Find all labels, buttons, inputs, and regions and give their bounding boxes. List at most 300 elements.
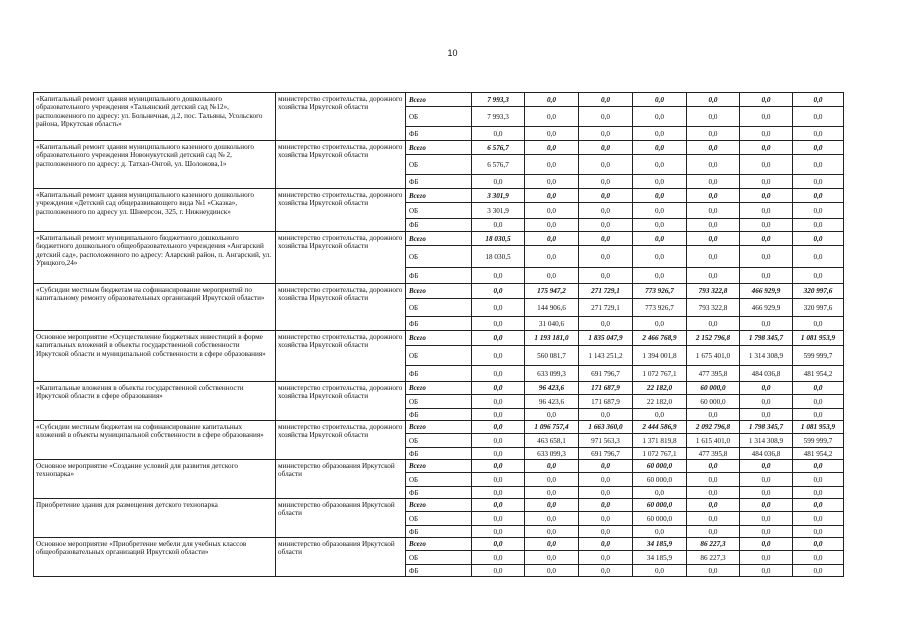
funding-source-cell: Всего	[406, 284, 472, 299]
amount-cell: 0,0	[687, 232, 740, 246]
amount-cell: 793 322,8	[687, 284, 740, 299]
amount-cell: 0,0	[579, 473, 633, 487]
amount-cell: 560 081,7	[525, 346, 579, 366]
amount-cell: 0,0	[793, 189, 844, 203]
amount-cell: 484 036,8	[740, 366, 793, 382]
funding-source-cell: ФБ	[406, 366, 472, 382]
amount-cell: 0,0	[793, 155, 844, 175]
amount-cell: 0,0	[579, 512, 633, 526]
amount-cell: 2 152 796,8	[687, 331, 740, 346]
amount-cell: 31 040,6	[525, 317, 579, 331]
amount-cell: 0,0	[633, 232, 687, 246]
amount-cell: 0,0	[740, 526, 793, 538]
amount-cell: 599 999,7	[793, 346, 844, 366]
amount-cell: 0,0	[687, 409, 740, 421]
amount-cell: 0,0	[687, 107, 740, 127]
amount-cell: 0,0	[793, 512, 844, 526]
measure-name-cell: «Капитальный ремонт здания муниципального дошкольного образовательного учреждения «Тальянский детский сад №12», расположенного по адресу: ул. Больничная, д.2, пос. Тальяны, Усольского района, Иркутская область»	[34, 93, 276, 141]
amount-cell: 0,0	[740, 487, 793, 499]
amount-cell: 0,0	[525, 246, 579, 268]
measure-name-cell: «Субсидии местным бюджетам на софинансирование мероприятий по капитальному ремонту образовательных организаций Иркутской области»	[34, 284, 276, 331]
amount-cell: 22 182,0	[633, 395, 687, 409]
funding-source-cell: Всего	[406, 331, 472, 346]
amount-cell: 0,0	[633, 246, 687, 268]
amount-cell: 0,0	[687, 189, 740, 203]
responsible-executor-cell: министерство строительства, дорожного хозяйства Иркутской области	[276, 284, 406, 331]
amount-cell: 60 000,0	[633, 460, 687, 473]
amount-cell: 0,0	[525, 155, 579, 175]
amount-cell: 0,0	[687, 155, 740, 175]
amount-cell: 0,0	[793, 487, 844, 499]
amount-cell: 0,0	[472, 460, 525, 473]
amount-cell: 0,0	[687, 565, 740, 577]
amount-cell: 0,0	[579, 107, 633, 127]
responsible-executor-cell: министерство строительства, дорожного хозяйства Иркутской области	[276, 382, 406, 421]
amount-cell: 0,0	[472, 366, 525, 382]
amount-cell: 18 030,5	[472, 232, 525, 246]
amount-cell: 0,0	[472, 331, 525, 346]
amount-cell: 0,0	[525, 460, 579, 473]
amount-cell: 0,0	[525, 127, 579, 141]
amount-cell: 0,0	[633, 189, 687, 203]
amount-cell: 0,0	[579, 155, 633, 175]
budget-table-body	[34, 93, 844, 577]
amount-cell: 0,0	[525, 232, 579, 246]
amount-cell: 0,0	[472, 284, 525, 299]
funding-source-cell: ОБ	[406, 203, 472, 219]
amount-cell: 633 099,3	[525, 366, 579, 382]
amount-cell: 691 796,7	[579, 448, 633, 460]
amount-cell: 0,0	[472, 565, 525, 577]
amount-cell: 2 466 768,9	[633, 331, 687, 346]
table-row	[34, 499, 844, 512]
amount-cell: 171 687,9	[579, 382, 633, 395]
amount-cell: 0,0	[793, 460, 844, 473]
funding-source-cell: ФБ	[406, 219, 472, 232]
amount-cell: 0,0	[633, 487, 687, 499]
amount-cell: 271 729,1	[579, 284, 633, 299]
responsible-executor-cell: министерство образования Иркутской области	[276, 499, 406, 538]
amount-cell: 0,0	[687, 93, 740, 107]
amount-cell: 0,0	[740, 155, 793, 175]
amount-cell: 0,0	[687, 473, 740, 487]
amount-cell: 0,0	[633, 268, 687, 284]
amount-cell: 0,0	[579, 203, 633, 219]
amount-cell: 0,0	[525, 203, 579, 219]
amount-cell: 0,0	[472, 346, 525, 366]
amount-cell: 0,0	[525, 473, 579, 487]
amount-cell: 0,0	[633, 317, 687, 331]
table-row	[34, 331, 844, 346]
amount-cell: 0,0	[740, 565, 793, 577]
funding-source-cell: ОБ	[406, 551, 472, 565]
amount-cell: 0,0	[579, 409, 633, 421]
amount-cell: 0,0	[525, 538, 579, 551]
amount-cell: 1 371 819,8	[633, 434, 687, 448]
measure-name-cell: Основное мероприятие «Создание условий для развития детского технопарка»	[34, 460, 276, 499]
amount-cell: 1 663 360,0	[579, 421, 633, 434]
amount-cell: 0,0	[793, 382, 844, 395]
funding-source-cell: ФБ	[406, 268, 472, 284]
amount-cell: 96 423,6	[525, 382, 579, 395]
amount-cell: 1 096 757,4	[525, 421, 579, 434]
measure-name-cell: Основное мероприятие «Приобретение мебели для учебных классов общеобразовательных организаций Иркутской области»	[34, 538, 276, 577]
amount-cell: 0,0	[740, 203, 793, 219]
funding-source-cell: Всего	[406, 141, 472, 155]
funding-source-cell: Всего	[406, 499, 472, 512]
amount-cell: 0,0	[472, 395, 525, 409]
amount-cell: 0,0	[579, 219, 633, 232]
amount-cell: 1 193 181,0	[525, 331, 579, 346]
amount-cell: 0,0	[579, 175, 633, 189]
amount-cell: 0,0	[525, 565, 579, 577]
amount-cell: 481 954,2	[793, 448, 844, 460]
table-row	[34, 141, 844, 155]
amount-cell: 0,0	[687, 127, 740, 141]
amount-cell: 466 929,9	[740, 299, 793, 317]
page-number: 10	[447, 48, 458, 58]
amount-cell: 1 835 047,9	[579, 331, 633, 346]
amount-cell: 793 322,8	[687, 299, 740, 317]
amount-cell: 0,0	[525, 93, 579, 107]
amount-cell: 0,0	[687, 499, 740, 512]
amount-cell: 60 000,0	[687, 395, 740, 409]
amount-cell: 0,0	[472, 219, 525, 232]
amount-cell: 0,0	[579, 526, 633, 538]
funding-source-cell: ФБ	[406, 565, 472, 577]
measure-name-cell: Основное мероприятие «Осуществление бюджетных инвестиций в форме капитальных вложений в объекты государственной собственности Иркутской области и муниципальной собственности в сфере образования»	[34, 331, 276, 382]
amount-cell: 1 615 401,0	[687, 434, 740, 448]
funding-source-cell: ОБ	[406, 434, 472, 448]
amount-cell: 0,0	[740, 268, 793, 284]
amount-cell: 60 000,0	[687, 382, 740, 395]
amount-cell: 0,0	[472, 538, 525, 551]
responsible-executor-cell: министерство образования Иркутской области	[276, 460, 406, 499]
amount-cell: 0,0	[793, 107, 844, 127]
amount-cell: 0,0	[525, 551, 579, 565]
amount-cell: 0,0	[579, 317, 633, 331]
funding-source-cell: Всего	[406, 382, 472, 395]
amount-cell: 0,0	[793, 232, 844, 246]
amount-cell: 271 729,1	[579, 299, 633, 317]
amount-cell: 0,0	[633, 93, 687, 107]
funding-source-cell: ОБ	[406, 346, 472, 366]
funding-source-cell: ФБ	[406, 487, 472, 499]
measure-name-cell: «Капитальный ремонт муниципального бюджетного дошкольного бюджетного дошкольного общеобразовательного учреждения «Ангарский детский сад», расположенного по адресу: Аларский район, п. Ангарский, ул. Урицкого,24»	[34, 232, 276, 284]
amount-cell: 0,0	[525, 526, 579, 538]
amount-cell: 0,0	[633, 565, 687, 577]
amount-cell: 0,0	[740, 409, 793, 421]
amount-cell: 0,0	[633, 203, 687, 219]
responsible-executor-cell: министерство строительства, дорожного хозяйства Иркутской области	[276, 232, 406, 284]
amount-cell: 1 072 767,1	[633, 448, 687, 460]
funding-source-cell: ОБ	[406, 512, 472, 526]
amount-cell: 0,0	[472, 448, 525, 460]
amount-cell: 0,0	[579, 141, 633, 155]
funding-source-cell: ФБ	[406, 448, 472, 460]
amount-cell: 0,0	[740, 232, 793, 246]
funding-source-cell: ФБ	[406, 127, 472, 141]
amount-cell: 691 796,7	[579, 366, 633, 382]
amount-cell: 1 314 308,9	[740, 346, 793, 366]
amount-cell: 60 000,0	[633, 473, 687, 487]
amount-cell: 0,0	[740, 538, 793, 551]
amount-cell: 0,0	[793, 268, 844, 284]
funding-source-cell: ОБ	[406, 473, 472, 487]
amount-cell: 0,0	[525, 499, 579, 512]
amount-cell: 463 658,1	[525, 434, 579, 448]
amount-cell: 0,0	[687, 219, 740, 232]
amount-cell: 0,0	[472, 487, 525, 499]
amount-cell: 0,0	[579, 538, 633, 551]
amount-cell: 0,0	[793, 538, 844, 551]
amount-cell: 477 395,8	[687, 366, 740, 382]
funding-source-cell: Всего	[406, 460, 472, 473]
amount-cell: 0,0	[579, 487, 633, 499]
amount-cell: 599 999,7	[793, 434, 844, 448]
amount-cell: 0,0	[525, 219, 579, 232]
amount-cell: 0,0	[740, 246, 793, 268]
amount-cell: 18 030,5	[472, 246, 525, 268]
amount-cell: 0,0	[740, 127, 793, 141]
amount-cell: 0,0	[687, 141, 740, 155]
amount-cell: 6 576,7	[472, 155, 525, 175]
amount-cell: 0,0	[525, 107, 579, 127]
amount-cell: 0,0	[525, 487, 579, 499]
amount-cell: 22 182,0	[633, 382, 687, 395]
amount-cell: 0,0	[793, 317, 844, 331]
amount-cell: 0,0	[579, 246, 633, 268]
amount-cell: 0,0	[740, 317, 793, 331]
funding-source-cell: ОБ	[406, 246, 472, 268]
amount-cell: 1 394 001,8	[633, 346, 687, 366]
amount-cell: 0,0	[525, 512, 579, 526]
amount-cell: 0,0	[687, 317, 740, 331]
amount-cell: 0,0	[633, 219, 687, 232]
amount-cell: 0,0	[740, 473, 793, 487]
amount-cell: 1 081 953,9	[793, 421, 844, 434]
amount-cell: 0,0	[793, 175, 844, 189]
funding-source-cell: ОБ	[406, 155, 472, 175]
amount-cell: 0,0	[579, 93, 633, 107]
amount-cell: 0,0	[687, 512, 740, 526]
funding-source-cell: ОБ	[406, 299, 472, 317]
table-row	[34, 284, 844, 299]
funding-source-cell: ФБ	[406, 526, 472, 538]
amount-cell: 0,0	[687, 175, 740, 189]
amount-cell: 0,0	[793, 551, 844, 565]
amount-cell: 0,0	[633, 107, 687, 127]
amount-cell: 0,0	[472, 551, 525, 565]
amount-cell: 6 576,7	[472, 141, 525, 155]
amount-cell: 0,0	[525, 268, 579, 284]
amount-cell: 320 997,6	[793, 284, 844, 299]
amount-cell: 0,0	[740, 551, 793, 565]
amount-cell: 0,0	[525, 141, 579, 155]
amount-cell: 477 395,8	[687, 448, 740, 460]
amount-cell: 144 906,6	[525, 299, 579, 317]
amount-cell: 0,0	[579, 499, 633, 512]
amount-cell: 0,0	[472, 382, 525, 395]
amount-cell: 1 072 767,1	[633, 366, 687, 382]
amount-cell: 0,0	[525, 189, 579, 203]
funding-source-cell: ФБ	[406, 409, 472, 421]
amount-cell: 1 143 251,2	[579, 346, 633, 366]
amount-cell: 175 947,2	[525, 284, 579, 299]
amount-cell: 773 926,7	[633, 284, 687, 299]
amount-cell: 773 926,7	[633, 299, 687, 317]
measure-name-cell: Приобретение здания для размещения детского технопарка	[34, 499, 276, 538]
amount-cell: 0,0	[740, 175, 793, 189]
amount-cell: 1 798 345,7	[740, 331, 793, 346]
funding-source-cell: Всего	[406, 232, 472, 246]
amount-cell: 0,0	[579, 189, 633, 203]
amount-cell: 0,0	[740, 141, 793, 155]
amount-cell: 0,0	[687, 268, 740, 284]
amount-cell: 0,0	[472, 175, 525, 189]
amount-cell: 320 997,6	[793, 299, 844, 317]
table-row	[34, 538, 844, 551]
amount-cell: 2 092 796,8	[687, 421, 740, 434]
amount-cell: 0,0	[740, 512, 793, 526]
amount-cell: 0,0	[740, 382, 793, 395]
amount-cell: 466 929,9	[740, 284, 793, 299]
table-row	[34, 460, 844, 473]
amount-cell: 0,0	[579, 232, 633, 246]
amount-cell: 96 423,6	[525, 395, 579, 409]
amount-cell: 0,0	[687, 246, 740, 268]
funding-source-cell: Всего	[406, 538, 472, 551]
responsible-executor-cell: министерство строительства, дорожного хозяйства Иркутской области	[276, 189, 406, 232]
amount-cell: 7 993,3	[472, 107, 525, 127]
amount-cell: 0,0	[793, 409, 844, 421]
amount-cell: 0,0	[472, 434, 525, 448]
amount-cell: 0,0	[579, 565, 633, 577]
measure-name-cell: «Капитальный ремонт здания муниципального казенного дошкольного образовательного учреждения Новонукутский детский сад № 2, расположенного по адресу: д. Татхал-Онгой, ул. Шоложова,1»	[34, 141, 276, 189]
amount-cell: 0,0	[793, 565, 844, 577]
table-row	[34, 421, 844, 434]
amount-cell: 0,0	[633, 526, 687, 538]
amount-cell: 3 301,9	[472, 203, 525, 219]
amount-cell: 0,0	[633, 127, 687, 141]
amount-cell: 0,0	[740, 93, 793, 107]
responsible-executor-cell: министерство строительства, дорожного хозяйства Иркутской области	[276, 141, 406, 189]
amount-cell: 0,0	[525, 175, 579, 189]
amount-cell: 0,0	[793, 395, 844, 409]
amount-cell: 34 185,9	[633, 538, 687, 551]
amount-cell: 0,0	[740, 460, 793, 473]
amount-cell: 0,0	[633, 409, 687, 421]
funding-source-cell: ФБ	[406, 175, 472, 189]
table-row	[34, 382, 844, 395]
table-row	[34, 232, 844, 246]
amount-cell: 0,0	[793, 246, 844, 268]
responsible-executor-cell: министерство строительства, дорожного хозяйства Иркутской области	[276, 93, 406, 141]
amount-cell: 633 099,3	[525, 448, 579, 460]
amount-cell: 0,0	[740, 189, 793, 203]
amount-cell: 0,0	[472, 409, 525, 421]
amount-cell: 0,0	[793, 526, 844, 538]
amount-cell: 60 000,0	[633, 512, 687, 526]
table-row	[34, 189, 844, 203]
table-row	[34, 93, 844, 107]
funding-source-cell: Всего	[406, 189, 472, 203]
funding-source-cell: Всего	[406, 421, 472, 434]
amount-cell: 1 081 953,9	[793, 331, 844, 346]
amount-cell: 60 000,0	[633, 499, 687, 512]
amount-cell: 0,0	[472, 512, 525, 526]
amount-cell: 0,0	[687, 460, 740, 473]
amount-cell: 34 185,9	[633, 551, 687, 565]
amount-cell: 0,0	[687, 526, 740, 538]
amount-cell: 0,0	[472, 499, 525, 512]
amount-cell: 0,0	[793, 93, 844, 107]
amount-cell: 0,0	[793, 141, 844, 155]
amount-cell: 0,0	[740, 395, 793, 409]
amount-cell: 0,0	[740, 499, 793, 512]
amount-cell: 0,0	[687, 487, 740, 499]
amount-cell: 86 227,3	[687, 551, 740, 565]
amount-cell: 481 954,2	[793, 366, 844, 382]
amount-cell: 0,0	[633, 155, 687, 175]
amount-cell: 484 036,8	[740, 448, 793, 460]
amount-cell: 0,0	[687, 203, 740, 219]
amount-cell: 0,0	[472, 268, 525, 284]
amount-cell: 0,0	[525, 409, 579, 421]
funding-source-cell: Всего	[406, 93, 472, 107]
amount-cell: 86 227,3	[687, 538, 740, 551]
amount-cell: 0,0	[633, 141, 687, 155]
amount-cell: 3 301,9	[472, 189, 525, 203]
amount-cell: 0,0	[579, 551, 633, 565]
amount-cell: 0,0	[472, 526, 525, 538]
amount-cell: 1 675 401,0	[687, 346, 740, 366]
amount-cell: 0,0	[793, 499, 844, 512]
amount-cell: 0,0	[472, 127, 525, 141]
funding-source-cell: ОБ	[406, 107, 472, 127]
amount-cell: 0,0	[740, 107, 793, 127]
amount-cell: 0,0	[793, 203, 844, 219]
amount-cell: 0,0	[633, 175, 687, 189]
budget-table	[33, 92, 844, 577]
responsible-executor-cell: министерство образования Иркутской области	[276, 538, 406, 577]
amount-cell: 0,0	[793, 127, 844, 141]
measure-name-cell: «Капитальные вложения в объекты государственной собственности Иркутской области в сфере образования»	[34, 382, 276, 421]
amount-cell: 0,0	[472, 317, 525, 331]
amount-cell: 0,0	[579, 460, 633, 473]
amount-cell: 0,0	[740, 219, 793, 232]
measure-name-cell: «Субсидии местным бюджетам на софинансирование капитальных вложений в объекты муниципальной собственности в сфере образования»	[34, 421, 276, 460]
amount-cell: 2 444 586,9	[633, 421, 687, 434]
amount-cell: 0,0	[793, 473, 844, 487]
funding-source-cell: ОБ	[406, 395, 472, 409]
amount-cell: 0,0	[472, 299, 525, 317]
amount-cell: 1 314 308,9	[740, 434, 793, 448]
amount-cell: 0,0	[793, 219, 844, 232]
measure-name-cell: «Капитальный ремонт здания муниципального казенного дошкольного учреждения «Детский сад общеразвивающего вида №1 «Сказка», расположенного по адресу ул. Шнеерсон, 325, г. Нижнеудинск»	[34, 189, 276, 232]
funding-source-cell: ФБ	[406, 317, 472, 331]
responsible-executor-cell: министерство строительства, дорожного хозяйства Иркутской области	[276, 331, 406, 382]
responsible-executor-cell: министерство строительства, дорожного хозяйства Иркутской области	[276, 421, 406, 460]
amount-cell: 0,0	[472, 421, 525, 434]
amount-cell: 0,0	[472, 473, 525, 487]
amount-cell: 0,0	[579, 127, 633, 141]
amount-cell: 0,0	[579, 268, 633, 284]
amount-cell: 171 687,9	[579, 395, 633, 409]
amount-cell: 7 993,3	[472, 93, 525, 107]
amount-cell: 971 563,3	[579, 434, 633, 448]
amount-cell: 1 798 345,7	[740, 421, 793, 434]
